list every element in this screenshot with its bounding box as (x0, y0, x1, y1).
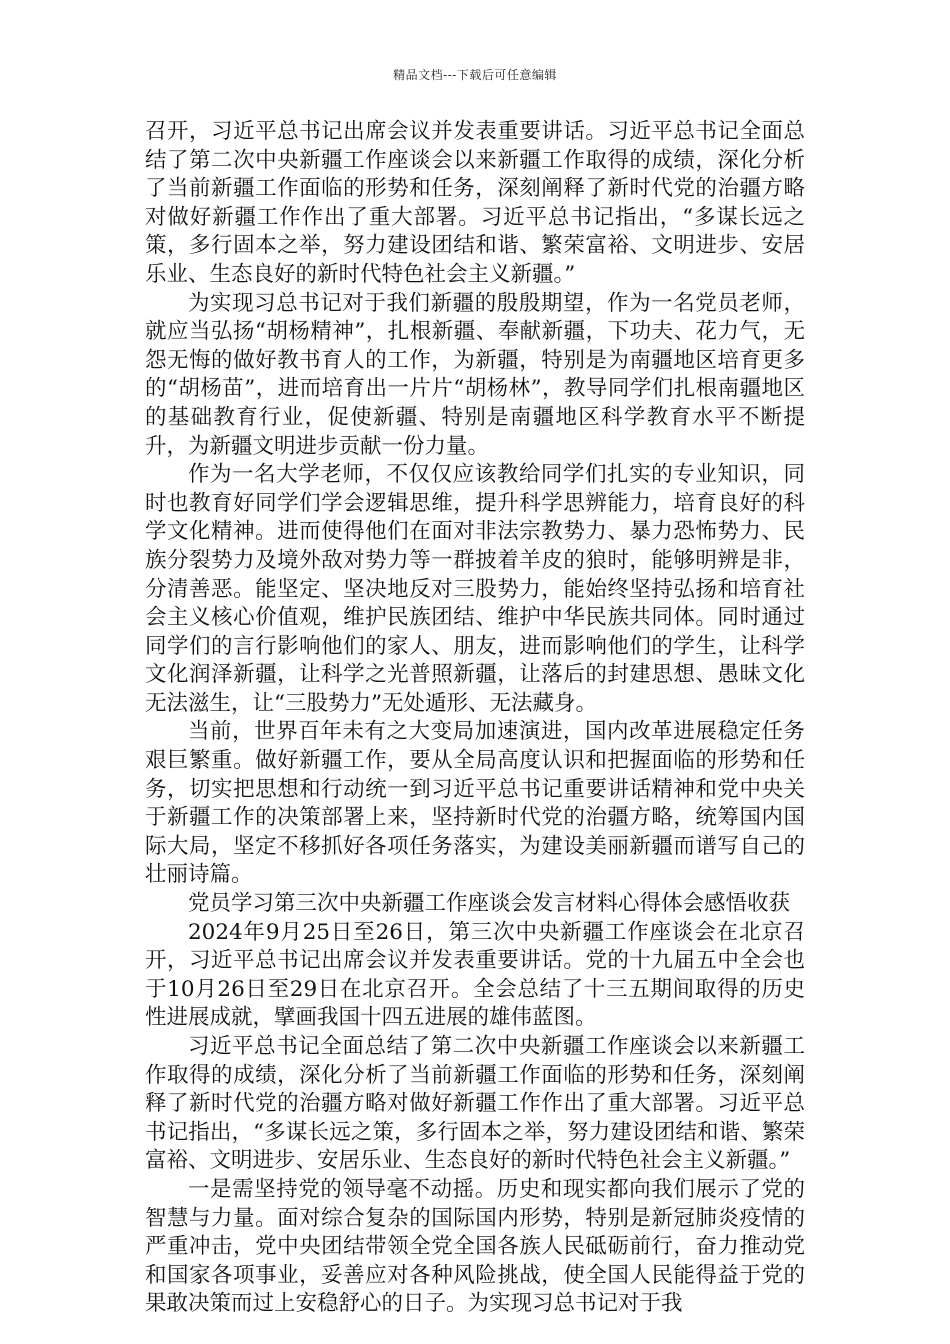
paragraph-7: 一是需坚持党的领导毫不动摇。历史和现实都向我们展示了党的智慧与力量。面对综合复杂的国际国内形势，特别是新冠肺炎疫情的严重冲击，党中央团结带领全党全国各族人民砥砺前行，奋力推动党和国家各项事业，妥善应对各种风险挑战，使全国人民能得益于党的果敢决策而过上安稳舒心的日子。为实现习总书记对于我 (145, 1176, 805, 1317)
paragraph-2: 为实现习总书记对于我们新疆的殷殷期望，作为一名党员老师，就应当弘扬“胡杨精神”，扎根新疆、奉献新疆，下功夫、花力气，无怨无悔的做好教书育人的工作，为新疆，特别是为南疆地区培育更多的“胡杨苗”，进而培育出一片片“胡杨林”，教导同学们扎根南疆地区的基础教育行业，促使新疆、特别是南疆地区科学教育水平不断提升，为新疆文明进步贡献一份力量。 (145, 290, 805, 459)
paragraph-6: 习近平总书记全面总结了第二次中央新疆工作座谈会以来新疆工作取得的成绩，深化分析了当前新疆工作面临的形势和任务，深刻阐释了新时代党的治疆方略对做好新疆工作作出了重大部署。习近平总书记指出，“多谋长远之策，多行固本之举，努力建设团结和谐、繁荣富裕、文明进步、安居乐业、生态良好的新时代特色社会主义新疆。” (145, 1034, 805, 1174)
paragraph-3: 作为一名大学老师，不仅仅应该教给同学们扎实的专业知识，同时也教育好同学们学会逻辑思维，提升科学思辨能力，培育良好的科学文化精神。进而使得他们在面对非法宗教势力、暴力恐怖势力、民族分裂势力及境外敌对势力等一群披着羊皮的狼时，能够明辨是非，分清善恶。能坚定、坚决地反对三股势力，能始终坚持弘扬和培育社会主义核心价值观，维护民族团结、维护中华民族共同体。同时通过同学们的言行影响他们的家人、朋友，进而影响他们的学生，让科学文化润泽新疆，让科学之光普照新疆，让落后的封建思想、愚昧文化无法滋生，让“三股势力”无处遁形、无法藏身。 (145, 462, 805, 716)
document-body (145, 118, 805, 1319)
paragraph-4: 当前，世界百年未有之大变局加速演进，国内改革进展稳定任务艰巨繁重。做好新疆工作，要从全局高度认识和把握面临的形势和任务，切实把思想和行动统一到习近平总书记重要讲话精神和党中央关于新疆工作的决策部署上来，坚持新时代党的治疆方略，统筹国内国际大局，坚定不移抓好各项任务落实，为建设美丽新疆而谱写自己的壮丽诗篇。 (145, 719, 805, 888)
section-title: 党员学习第三次中央新疆工作座谈会发言材料心得体会感悟收获 (188, 891, 791, 917)
paragraph-5: 2024年9月25日至26日，第三次中央新疆工作座谈会在北京召开，习近平总书记出席会议并发表重要讲话。党的十九届五中全会也于10月26日至29日在北京召开。全会总结了十三五期间取得的历史性进展成就，擘画我国十四五进展的雄伟蓝图。 (145, 919, 805, 1031)
paragraph-1: 召开，习近平总书记出席会议并发表重要讲话。习近平总书记全面总结了第二次中央新疆工作座谈会以来新疆工作取得的成绩，深化分析了当前新疆工作面临的形势和任务，深刻阐释了新时代党的治疆方略对做好新疆工作作出了重大部署。习近平总书记指出，“多谋长远之策，多行固本之举，努力建设团结和谐、繁荣富裕、文明进步、安居乐业、生态良好的新时代特色社会主义新疆。” (145, 119, 805, 287)
page-header: 精品文档---下载后可任意编辑 (393, 68, 557, 82)
